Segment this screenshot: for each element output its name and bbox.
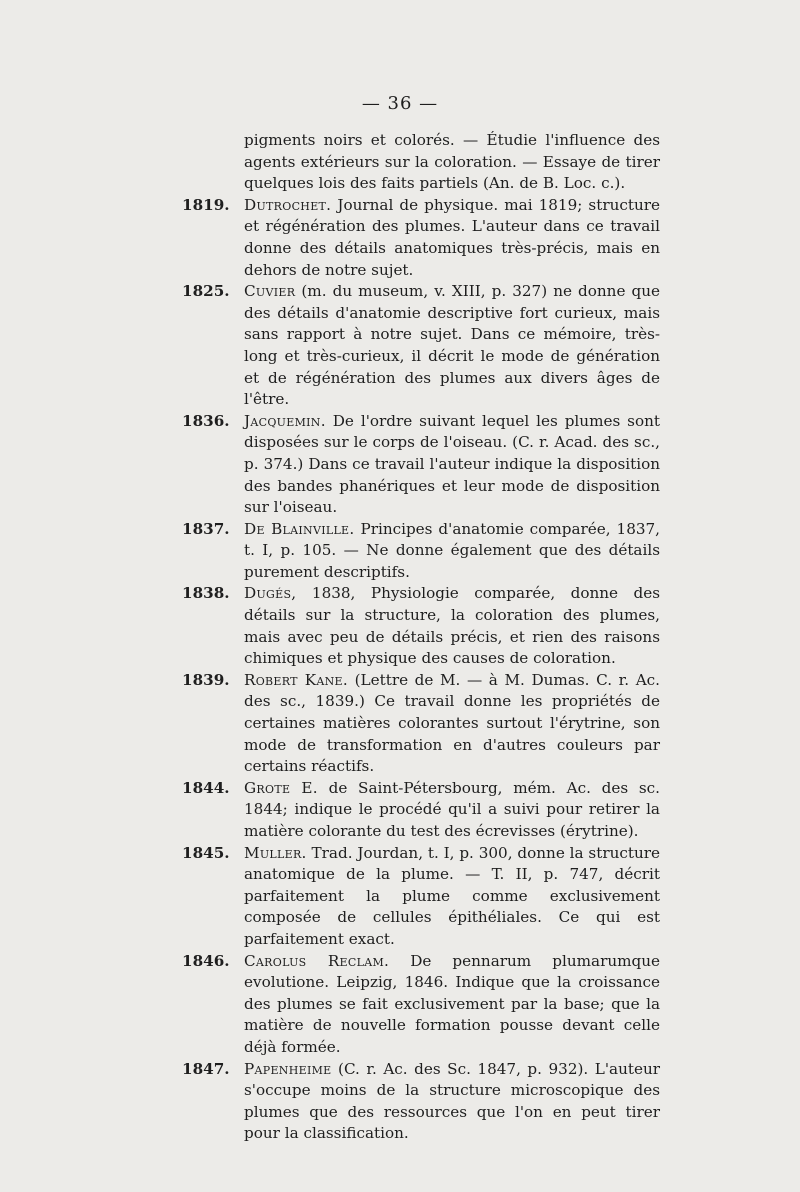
entry-1845 bbox=[182, 843, 660, 951]
entry-year: 1846. bbox=[182, 951, 230, 970]
entry-author: Grote E. bbox=[244, 778, 318, 797]
page-number: — 36 — bbox=[361, 93, 439, 114]
entry-text: de Saint-Pétersbourg, mém. Ac. des sc. 1844; indique le procédé qu'il a suivi pour retirer la matière colorante du test des écrevisses (érytrine). bbox=[244, 778, 661, 840]
entry-author: Dutrochet. bbox=[244, 195, 332, 214]
entry-author: De Blainville. bbox=[244, 519, 355, 538]
entry-year: 1845. bbox=[182, 843, 230, 862]
entry-author: Robert Kane. bbox=[244, 670, 348, 689]
entry-1844 bbox=[182, 778, 660, 843]
entry-1838 bbox=[182, 583, 660, 669]
entry-text: Journal de physique. mai 1819; structure et régénération des plumes. L'auteur dans ce travail donne des détails anatomiques très-précis, mais en dehors de notre sujet. bbox=[244, 195, 661, 279]
entry-1825 bbox=[182, 281, 660, 411]
entry-text: Trad. Jourdan, t. I, p. 300, donne la structure anatomique de la plume. — T. II, p. 747, décrit parfaitement la plume comme exclusivement composée de cellules épithéliales. Ce qui est parfaitement exact. bbox=[244, 843, 661, 948]
entry-1846 bbox=[182, 951, 660, 1059]
entry-year: 1825. bbox=[182, 282, 230, 301]
entry-year: 1844. bbox=[182, 778, 230, 797]
entry-author: Dugés, bbox=[244, 584, 297, 603]
entry-author: Carolus Reclam. bbox=[244, 951, 390, 970]
entry-year: 1838. bbox=[182, 584, 230, 603]
entry-1836 bbox=[182, 411, 660, 519]
entry-1839 bbox=[182, 670, 660, 778]
entry-year: 1836. bbox=[182, 411, 230, 430]
entry-author: Cuvier bbox=[244, 282, 296, 301]
entry-text: (m. du museum, v. XIII, p. 327) ne donne que des détails d'anatomie descriptive fort curieux, mais sans rapport à notre sujet. Dans ce mémoire, très-long et très-curieux, il décrit le mode de génération et de régénération des plumes aux divers âges de l'être. bbox=[244, 282, 661, 409]
entry-text: (C. r. Ac. des Sc. 1847, p. 932). L'auteur s'occupe moins de la structure microscopique des plumes que des ressources que l'on en peut tirer pour la classification. bbox=[244, 1059, 660, 1143]
entry-1837 bbox=[182, 519, 660, 584]
entry-author: Muller. bbox=[244, 843, 307, 862]
entry-year: 1819. bbox=[182, 195, 230, 214]
entry-text: (Lettre de M. — à M. Dumas. C. r. Ac. des sc., 1839.) Ce travail donne les propriétés de certaines matières colorantes surtout l'érytrine, son mode de transformation en d'autres couleurs par certains réactifs. bbox=[244, 670, 660, 776]
entry-year: 1847. bbox=[182, 1059, 230, 1078]
entry-author: Papenheime bbox=[244, 1059, 332, 1078]
entry-year: 1837. bbox=[182, 519, 230, 538]
entry-text: De l'ordre suivant lequel les plumes sont disposées sur le corps de l'oiseau. (C. r. Acad. des sc., p. 374.) Dans ce travail l'auteur indique la disposition des bandes phanériques et leur mode de disposition sur l'oiseau. bbox=[244, 411, 660, 517]
entry-1819 bbox=[182, 195, 660, 281]
entry-author: Jacquemin. bbox=[244, 411, 326, 430]
entry-text: De pennarum plumarumque evolutione. Leipzig, 1846. Indique que la croissance des plumes se fait exclusivement par la base; que la matière de nouvelle formation pousse devant celle déjà formée. bbox=[244, 951, 661, 1056]
text-block bbox=[182, 130, 660, 1145]
entry-year: 1839. bbox=[182, 670, 230, 689]
entry-text: Principes d'anatomie comparée, 1837, t. I, p. 105. — Ne donne également que des détails purement descriptifs. bbox=[244, 519, 661, 581]
intro-paragraph: pigments noirs et colorés. — Étudie l'influence des agents extérieurs sur la coloration. — Essaye de tirer quelques lois des faits partiels (An. de B. Loc. c.). bbox=[244, 131, 660, 193]
entry-1847 bbox=[182, 1059, 660, 1145]
entry-text: 1838, Physiologie comparée, donne des détails sur la structure, la coloration des plumes, mais avec peu de détails précis, et rien des raisons chimiques et physique des causes de coloration. bbox=[244, 584, 661, 668]
